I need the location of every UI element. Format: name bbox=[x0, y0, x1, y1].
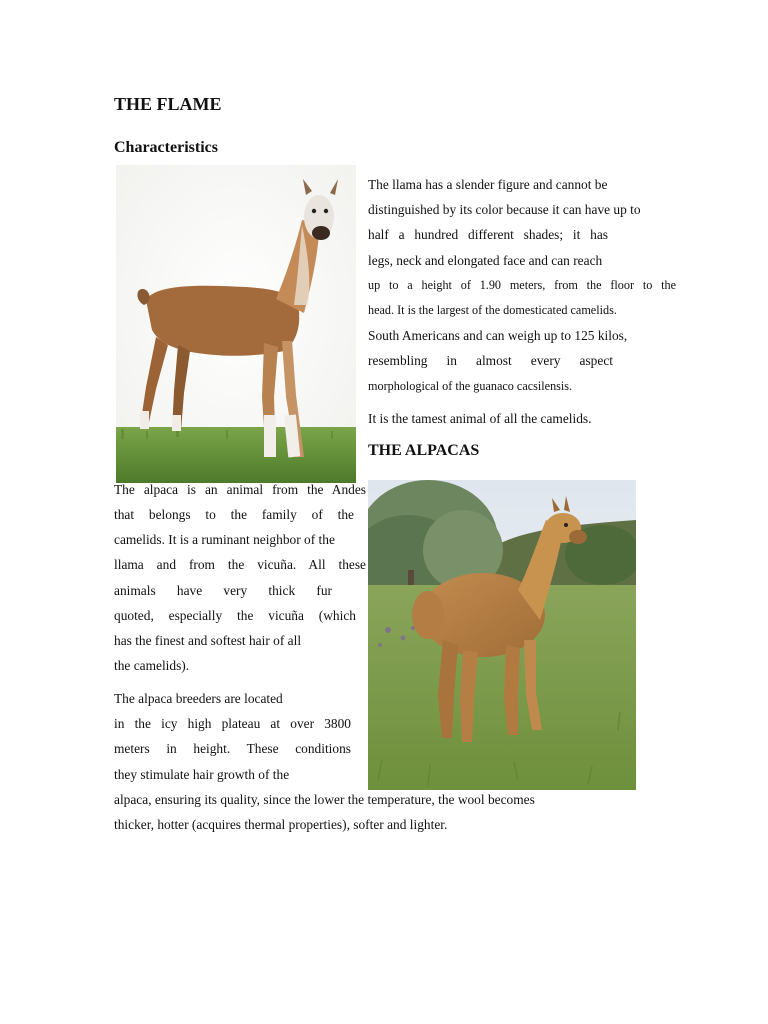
text-line: The alpaca breeders are located bbox=[114, 691, 283, 706]
text-line: morphological of the guanaco cacsilensis. bbox=[368, 379, 573, 393]
text-line: legs, neck and elongated face and can reach bbox=[368, 253, 603, 268]
text-line: head. It is the largest of the domesticated camelids. bbox=[368, 303, 617, 317]
text-line: animals have very thick fur bbox=[114, 583, 332, 598]
text-line: up to a height of 1.90 meters, from the floor to the bbox=[368, 278, 676, 292]
alpaca-photo bbox=[368, 480, 636, 790]
text-line: distinguished by its color because it can have up to bbox=[368, 202, 641, 217]
document-title: THE FLAME bbox=[114, 94, 222, 114]
text-line: thicker, hotter (acquires thermal properties), softer and lighter. bbox=[114, 817, 448, 832]
text-line: has the finest and softest hair of all bbox=[114, 633, 302, 648]
text-line: meters in height. These conditions bbox=[114, 741, 351, 756]
text-line: half a hundred different shades; it has bbox=[368, 227, 608, 242]
text-line: quoted, especially the vicuña (which bbox=[114, 608, 356, 623]
alpacas-heading: THE ALPACAS bbox=[368, 442, 480, 459]
text-line: llama and from the vicuña. All these bbox=[114, 557, 366, 572]
text-line: South Americans and can weigh up to 125 kilos, bbox=[368, 328, 628, 343]
text-line: The llama has a slender figure and cannot be bbox=[368, 177, 608, 192]
text-line: that belongs to the family of the bbox=[114, 507, 354, 522]
characteristics-heading: Characteristics bbox=[114, 139, 218, 156]
text-line: in the icy high plateau at over 3800 bbox=[114, 716, 351, 731]
text-line: It is the tamest animal of all the camelids. bbox=[368, 411, 592, 426]
text-line: The alpaca is an animal from the Andes bbox=[114, 482, 366, 497]
text-line: resembling in almost every aspect bbox=[368, 353, 613, 368]
text-line: the camelids). bbox=[114, 658, 190, 673]
text-line: camelids. It is a ruminant neighbor of the bbox=[114, 532, 335, 547]
text-line: alpaca, ensuring its quality, since the lower the temperature, the wool becomes bbox=[114, 792, 535, 807]
text-line: they stimulate hair growth of the bbox=[114, 767, 290, 782]
llama-photo bbox=[116, 165, 356, 483]
